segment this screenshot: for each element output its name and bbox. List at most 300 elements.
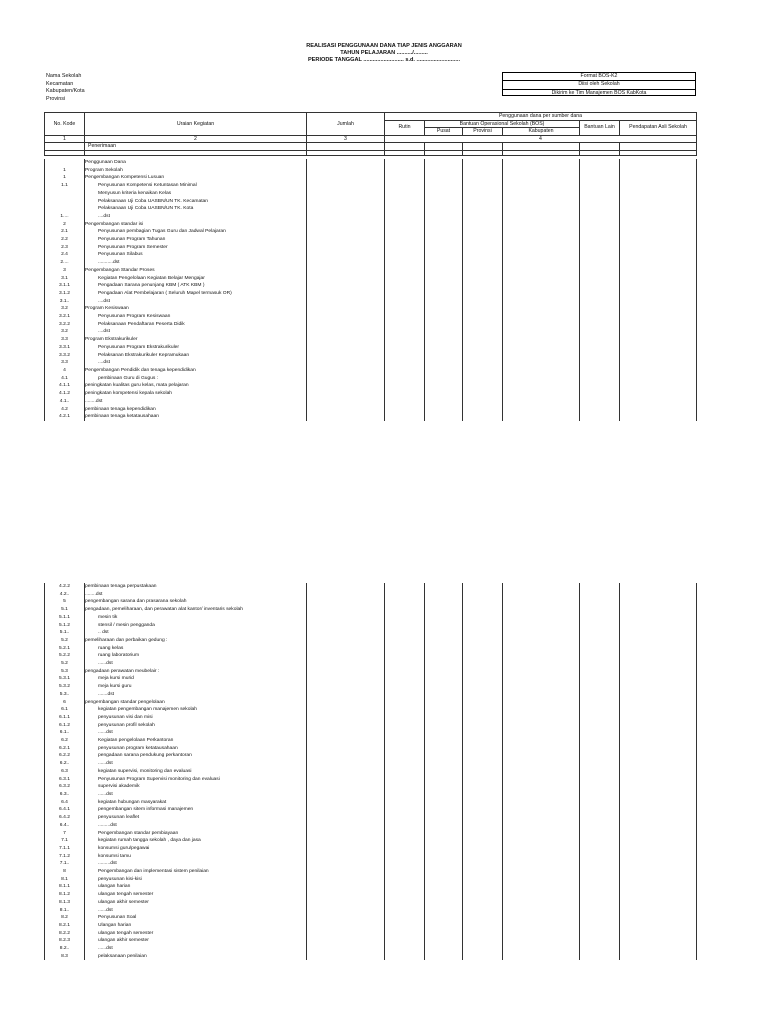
table-row bbox=[45, 745, 697, 753]
row-code: 3.3.2 bbox=[45, 352, 85, 360]
row-amount-cell bbox=[307, 190, 385, 198]
row-amount-cell bbox=[425, 814, 463, 822]
row-amount-cell bbox=[307, 305, 385, 313]
row-amount-cell bbox=[620, 868, 697, 876]
row-amount-cell bbox=[503, 660, 580, 668]
row-amount-cell bbox=[463, 228, 503, 236]
table-row bbox=[45, 244, 697, 252]
row-amount-cell bbox=[580, 776, 620, 784]
row-amount-cell bbox=[307, 352, 385, 360]
row-code: 4.2.1 bbox=[45, 413, 85, 421]
row-code: 4.1.2 bbox=[45, 390, 85, 398]
row-amount-cell bbox=[503, 752, 580, 760]
row-amount-cell bbox=[385, 598, 425, 606]
row-amount-cell bbox=[580, 891, 620, 899]
row-amount-cell bbox=[503, 413, 580, 421]
row-amount-cell bbox=[463, 622, 503, 630]
colnum-2: 2 bbox=[85, 135, 307, 143]
row-amount-cell bbox=[425, 159, 463, 167]
row-amount-cell bbox=[307, 259, 385, 267]
row-amount-cell bbox=[580, 860, 620, 868]
row-amount-cell bbox=[503, 174, 580, 182]
row-amount-cell bbox=[463, 830, 503, 838]
row-amount-cell bbox=[503, 907, 580, 915]
row-amount-cell bbox=[580, 675, 620, 683]
row-amount-cell bbox=[503, 390, 580, 398]
row-activity: pembinaan tenaga ketatausahaan bbox=[85, 413, 307, 421]
row-amount-cell bbox=[425, 914, 463, 922]
row-amount-cell bbox=[385, 706, 425, 714]
row-amount-cell bbox=[385, 213, 425, 221]
format-filled-by: Diisi oleh Sekolah bbox=[503, 81, 695, 89]
row-amount-cell bbox=[580, 868, 620, 876]
row-activity: konsumsi tamu bbox=[85, 853, 307, 861]
table-row bbox=[45, 251, 697, 259]
row-code: 3.1.. bbox=[45, 298, 85, 306]
row-amount-cell bbox=[385, 776, 425, 784]
penerimaan-code bbox=[45, 143, 85, 151]
activity-table-top bbox=[44, 159, 697, 421]
row-amount-cell bbox=[307, 606, 385, 614]
row-amount-cell bbox=[463, 290, 503, 298]
row-amount-cell bbox=[580, 352, 620, 360]
row-amount-cell bbox=[385, 259, 425, 267]
table-row bbox=[45, 637, 697, 645]
row-amount-cell bbox=[307, 652, 385, 660]
row-amount-cell bbox=[580, 591, 620, 599]
row-amount-cell bbox=[580, 321, 620, 329]
row-amount-cell bbox=[385, 336, 425, 344]
row-amount-cell bbox=[385, 275, 425, 283]
row-amount-cell bbox=[503, 891, 580, 899]
row-amount-cell bbox=[385, 313, 425, 321]
header-jumlah: Jumlah bbox=[307, 113, 385, 136]
row-amount-cell bbox=[503, 675, 580, 683]
row-amount-cell bbox=[307, 914, 385, 922]
row-amount-cell bbox=[580, 883, 620, 891]
row-amount-cell bbox=[385, 359, 425, 367]
row-activity: Penyusunan Program Semester bbox=[85, 244, 307, 252]
row-amount-cell bbox=[463, 675, 503, 683]
row-amount-cell bbox=[463, 822, 503, 830]
row-amount-cell bbox=[620, 321, 697, 329]
table-row bbox=[45, 398, 697, 406]
row-amount-cell bbox=[580, 907, 620, 915]
table-row bbox=[45, 259, 697, 267]
row-amount-cell bbox=[425, 259, 463, 267]
row-amount-cell bbox=[307, 359, 385, 367]
row-amount-cell bbox=[425, 321, 463, 329]
row-amount-cell bbox=[503, 221, 580, 229]
row-amount-cell bbox=[307, 390, 385, 398]
row-amount-cell bbox=[425, 213, 463, 221]
row-code: 1 bbox=[45, 167, 85, 175]
table-row bbox=[45, 914, 697, 922]
row-amount-cell bbox=[463, 660, 503, 668]
row-activity: penyusunan leaflet bbox=[85, 814, 307, 822]
row-amount-cell bbox=[580, 768, 620, 776]
row-amount-cell bbox=[425, 930, 463, 938]
row-amount-cell bbox=[385, 182, 425, 190]
header-rutin: Rutin bbox=[385, 120, 425, 135]
row-amount-cell bbox=[503, 583, 580, 591]
row-activity: peningkatan kompetensi kepala sekolah bbox=[85, 390, 307, 398]
row-amount-cell bbox=[503, 706, 580, 714]
row-code: 6.3 bbox=[45, 768, 85, 776]
row-amount-cell bbox=[580, 745, 620, 753]
row-amount-cell bbox=[580, 783, 620, 791]
row-amount-cell bbox=[580, 606, 620, 614]
row-amount-cell bbox=[307, 907, 385, 915]
row-activity: kegiatan pengembangan manajemen sekolah bbox=[85, 706, 307, 714]
row-amount-cell bbox=[503, 190, 580, 198]
table-row bbox=[45, 814, 697, 822]
row-amount-cell bbox=[463, 945, 503, 953]
row-amount-cell bbox=[580, 814, 620, 822]
row-amount-cell bbox=[307, 583, 385, 591]
table-row bbox=[45, 645, 697, 653]
row-amount-cell bbox=[425, 683, 463, 691]
table-row bbox=[45, 629, 697, 637]
row-code: 4.2.2 bbox=[45, 583, 85, 591]
row-amount-cell bbox=[425, 390, 463, 398]
row-code: 5.2.2 bbox=[45, 652, 85, 660]
row-amount-cell bbox=[580, 806, 620, 814]
row-amount-cell bbox=[425, 282, 463, 290]
row-amount-cell bbox=[385, 583, 425, 591]
table-row bbox=[45, 328, 697, 336]
row-amount-cell bbox=[503, 298, 580, 306]
row-activity: Program Ekstrakurikuler bbox=[85, 336, 307, 344]
row-amount-cell bbox=[620, 830, 697, 838]
row-amount-cell bbox=[385, 930, 425, 938]
table-row bbox=[45, 860, 697, 868]
row-amount-cell bbox=[385, 945, 425, 953]
row-amount-cell bbox=[463, 244, 503, 252]
regency-label: Kabupaten/Kota bbox=[46, 88, 85, 94]
row-amount-cell bbox=[503, 290, 580, 298]
table-row bbox=[45, 321, 697, 329]
row-amount-cell bbox=[463, 375, 503, 383]
row-amount-cell bbox=[620, 883, 697, 891]
row-amount-cell bbox=[425, 845, 463, 853]
header-uraian: Uraian Kegiatan bbox=[85, 113, 307, 136]
row-amount-cell bbox=[463, 221, 503, 229]
row-amount-cell bbox=[620, 729, 697, 737]
row-amount-cell bbox=[463, 305, 503, 313]
row-activity: Pengembangan Pendidik dan tenaga kependidikan bbox=[85, 367, 307, 375]
row-amount-cell bbox=[425, 722, 463, 730]
row-amount-cell bbox=[503, 313, 580, 321]
row-amount-cell bbox=[385, 282, 425, 290]
row-amount-cell bbox=[425, 953, 463, 961]
row-amount-cell bbox=[580, 622, 620, 630]
row-amount-cell bbox=[620, 622, 697, 630]
row-amount-cell bbox=[307, 228, 385, 236]
row-amount-cell bbox=[463, 860, 503, 868]
row-amount-cell bbox=[385, 876, 425, 884]
row-code: 4.2 bbox=[45, 406, 85, 414]
row-amount-cell bbox=[307, 344, 385, 352]
row-amount-cell bbox=[425, 937, 463, 945]
row-amount-cell bbox=[425, 614, 463, 622]
row-amount-cell bbox=[307, 244, 385, 252]
row-code: 6 bbox=[45, 699, 85, 707]
row-amount-cell bbox=[620, 860, 697, 868]
row-amount-cell bbox=[463, 752, 503, 760]
row-activity: ...........dst bbox=[85, 259, 307, 267]
row-code: 6.1.2 bbox=[45, 722, 85, 730]
row-code: 8.2.1 bbox=[45, 922, 85, 930]
row-amount-cell bbox=[620, 783, 697, 791]
row-amount-cell bbox=[580, 406, 620, 414]
row-activity: Penyusunan pembagian Tugas Guru dan Jadwal Pelajaran bbox=[85, 228, 307, 236]
row-activity: Penggunaan Dana bbox=[85, 159, 307, 167]
table-row bbox=[45, 221, 697, 229]
row-activity: penyusunan kisi-kisi bbox=[85, 876, 307, 884]
format-box bbox=[502, 72, 696, 96]
row-amount-cell bbox=[463, 251, 503, 259]
row-amount-cell bbox=[307, 868, 385, 876]
row-amount-cell bbox=[307, 783, 385, 791]
table-row bbox=[45, 583, 697, 591]
row-amount-cell bbox=[620, 914, 697, 922]
row-amount-cell bbox=[580, 645, 620, 653]
row-amount-cell bbox=[580, 637, 620, 645]
row-code: 5.3.1 bbox=[45, 675, 85, 683]
row-amount-cell bbox=[425, 622, 463, 630]
row-amount-cell bbox=[425, 244, 463, 252]
row-amount-cell bbox=[580, 945, 620, 953]
row-activity: ulangan tengah semester bbox=[85, 891, 307, 899]
row-amount-cell bbox=[463, 344, 503, 352]
row-amount-cell bbox=[503, 714, 580, 722]
row-amount-cell bbox=[463, 190, 503, 198]
row-amount-cell bbox=[580, 722, 620, 730]
row-code: 5.1.1 bbox=[45, 614, 85, 622]
row-code: 4.1 bbox=[45, 375, 85, 383]
row-amount-cell bbox=[503, 591, 580, 599]
row-amount-cell bbox=[385, 899, 425, 907]
row-amount-cell bbox=[620, 922, 697, 930]
table-row bbox=[45, 198, 697, 206]
row-amount-cell bbox=[385, 745, 425, 753]
row-amount-cell bbox=[463, 583, 503, 591]
row-amount-cell bbox=[463, 167, 503, 175]
row-amount-cell bbox=[503, 359, 580, 367]
row-code: 2 bbox=[45, 221, 85, 229]
colnum-1: 1 bbox=[45, 135, 85, 143]
row-amount-cell bbox=[503, 783, 580, 791]
row-amount-cell bbox=[425, 298, 463, 306]
colnum-4: 4 bbox=[385, 135, 697, 143]
row-amount-cell bbox=[580, 914, 620, 922]
row-code: 2.1 bbox=[45, 228, 85, 236]
table-row bbox=[45, 899, 697, 907]
row-amount-cell bbox=[503, 244, 580, 252]
row-amount-cell bbox=[620, 352, 697, 360]
header-pusat: Pusat bbox=[425, 128, 463, 136]
row-amount-cell bbox=[463, 205, 503, 213]
row-amount-cell bbox=[425, 729, 463, 737]
row-activity: Program Kesiswaan bbox=[85, 305, 307, 313]
row-amount-cell bbox=[620, 876, 697, 884]
row-code bbox=[45, 198, 85, 206]
row-activity: Program Sekolah bbox=[85, 167, 307, 175]
row-code: 8.2.2 bbox=[45, 930, 85, 938]
row-code: 3.2.1 bbox=[45, 313, 85, 321]
row-code: 8.1.. bbox=[45, 907, 85, 915]
row-amount-cell bbox=[385, 683, 425, 691]
row-amount-cell bbox=[620, 367, 697, 375]
table-row bbox=[45, 406, 697, 414]
row-amount-cell bbox=[385, 937, 425, 945]
row-activity: Pelaksanaan Uji Coba UASBN/UN TK. Kecamatan bbox=[85, 198, 307, 206]
row-amount-cell bbox=[620, 799, 697, 807]
row-amount-cell bbox=[385, 198, 425, 206]
table-row bbox=[45, 190, 697, 198]
row-amount-cell bbox=[425, 190, 463, 198]
row-amount-cell bbox=[385, 799, 425, 807]
row-activity: meja kursi guru bbox=[85, 683, 307, 691]
row-activity: .........dst bbox=[85, 822, 307, 830]
row-amount-cell bbox=[307, 845, 385, 853]
row-code: 4.2.. bbox=[45, 591, 85, 599]
row-amount-cell bbox=[385, 159, 425, 167]
row-amount-cell bbox=[385, 251, 425, 259]
row-code: 5.1 bbox=[45, 606, 85, 614]
row-amount-cell bbox=[463, 614, 503, 622]
row-amount-cell bbox=[620, 598, 697, 606]
row-amount-cell bbox=[580, 930, 620, 938]
row-amount-cell bbox=[463, 298, 503, 306]
row-amount-cell bbox=[425, 891, 463, 899]
row-amount-cell bbox=[580, 367, 620, 375]
table-row bbox=[45, 830, 697, 838]
row-activity: ......dst bbox=[85, 907, 307, 915]
row-amount-cell bbox=[425, 174, 463, 182]
row-activity: ....dst bbox=[85, 359, 307, 367]
row-code: 6.4.1 bbox=[45, 806, 85, 814]
row-amount-cell bbox=[463, 182, 503, 190]
row-amount-cell bbox=[503, 745, 580, 753]
row-amount-cell bbox=[425, 745, 463, 753]
row-code: 3 bbox=[45, 267, 85, 275]
table-row bbox=[45, 883, 697, 891]
row-amount-cell bbox=[307, 945, 385, 953]
row-amount-cell bbox=[307, 182, 385, 190]
row-code: 8.1 bbox=[45, 876, 85, 884]
row-amount-cell bbox=[503, 375, 580, 383]
row-code: 5.2.1 bbox=[45, 645, 85, 653]
header-provinsi: Provinsi bbox=[463, 128, 503, 136]
row-amount-cell bbox=[463, 645, 503, 653]
row-amount-cell bbox=[620, 675, 697, 683]
row-amount-cell bbox=[620, 359, 697, 367]
table-row bbox=[45, 598, 697, 606]
row-amount-cell bbox=[580, 714, 620, 722]
row-activity: Pengembangan standar pembiayaan bbox=[85, 830, 307, 838]
row-amount-cell bbox=[620, 413, 697, 421]
row-amount-cell bbox=[463, 814, 503, 822]
row-amount-cell bbox=[503, 328, 580, 336]
row-activity: Ulangan harian bbox=[85, 922, 307, 930]
row-amount-cell bbox=[620, 344, 697, 352]
row-amount-cell bbox=[463, 706, 503, 714]
header-bos: Bantuan Operasional Sekolah (BOS) bbox=[425, 120, 580, 128]
row-amount-cell bbox=[425, 352, 463, 360]
row-amount-cell bbox=[425, 830, 463, 838]
row-amount-cell bbox=[425, 359, 463, 367]
row-code: 2.3 bbox=[45, 244, 85, 252]
row-amount-cell bbox=[503, 814, 580, 822]
table-row bbox=[45, 228, 697, 236]
row-amount-cell bbox=[425, 251, 463, 259]
row-code: 3.3 bbox=[45, 359, 85, 367]
row-amount-cell bbox=[580, 259, 620, 267]
table-row bbox=[45, 699, 697, 707]
row-amount-cell bbox=[620, 953, 697, 961]
row-amount-cell bbox=[307, 413, 385, 421]
row-amount-cell bbox=[463, 930, 503, 938]
row-code: 3.2.2 bbox=[45, 321, 85, 329]
row-activity: kegiatan supervisi, monitoring dan evaluasi bbox=[85, 768, 307, 776]
row-amount-cell bbox=[503, 883, 580, 891]
row-amount-cell bbox=[307, 328, 385, 336]
row-amount-cell bbox=[307, 406, 385, 414]
table-row bbox=[45, 275, 697, 283]
row-amount-cell bbox=[385, 752, 425, 760]
row-amount-cell bbox=[385, 382, 425, 390]
row-amount-cell bbox=[620, 174, 697, 182]
row-amount-cell bbox=[620, 275, 697, 283]
row-amount-cell bbox=[385, 267, 425, 275]
row-activity: penyusunan visi dan misi bbox=[85, 714, 307, 722]
row-amount-cell bbox=[425, 606, 463, 614]
row-code: 7.1.2 bbox=[45, 853, 85, 861]
row-activity: pengadaan perawatan meubelair : bbox=[85, 668, 307, 676]
row-amount-cell bbox=[385, 344, 425, 352]
row-amount-cell bbox=[307, 776, 385, 784]
row-amount-cell bbox=[385, 791, 425, 799]
row-amount-cell bbox=[580, 390, 620, 398]
table-row bbox=[45, 714, 697, 722]
row-code: 5.3.2 bbox=[45, 683, 85, 691]
row-amount-cell bbox=[620, 699, 697, 707]
row-activity: kegiatan rumah tangga sekolah , daya dan jasa bbox=[85, 837, 307, 845]
table-row bbox=[45, 937, 697, 945]
row-code: 4.1.1 bbox=[45, 382, 85, 390]
row-amount-cell bbox=[425, 945, 463, 953]
row-amount-cell bbox=[425, 883, 463, 891]
row-amount-cell bbox=[385, 830, 425, 838]
row-amount-cell bbox=[580, 275, 620, 283]
school-name-label: Nama Sekolah bbox=[46, 73, 82, 79]
row-amount-cell bbox=[307, 321, 385, 329]
district-label: Kecamatan bbox=[46, 80, 74, 87]
row-amount-cell bbox=[620, 328, 697, 336]
row-amount-cell bbox=[463, 406, 503, 414]
row-activity: Kegiatan pengelolaan Perkantoran bbox=[85, 737, 307, 745]
row-amount-cell bbox=[425, 290, 463, 298]
row-activity: pengadaan sarana pendukung perkantoran bbox=[85, 752, 307, 760]
row-amount-cell bbox=[620, 714, 697, 722]
row-amount-cell bbox=[463, 236, 503, 244]
row-amount-cell bbox=[307, 806, 385, 814]
row-amount-cell bbox=[385, 907, 425, 915]
row-amount-cell bbox=[425, 228, 463, 236]
row-amount-cell bbox=[307, 860, 385, 868]
